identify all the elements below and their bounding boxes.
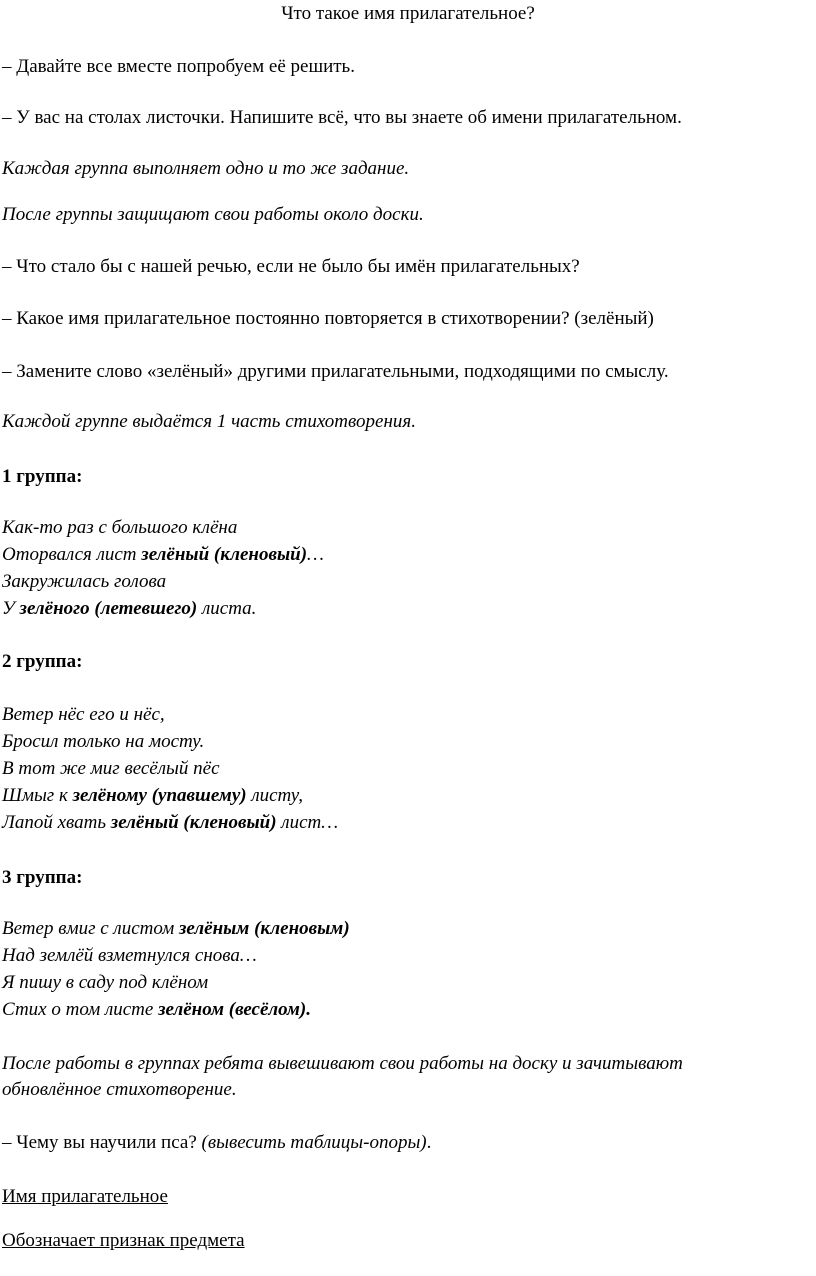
- poem-emphasis: зелёным (кленовым): [179, 918, 350, 939]
- poem-text: …: [307, 544, 324, 565]
- paragraph-text: – Чему вы научили пса?: [2, 1132, 202, 1153]
- poem-line: Над землёй взметнулся снова…: [2, 945, 257, 966]
- poem-line: [2, 811, 338, 835]
- poem-emphasis: зелёного (летевшего): [19, 598, 198, 619]
- poem-emphasis: зелёном (весёлом).: [158, 999, 311, 1020]
- underlined-line: Обозначает признак предмета: [2, 1230, 245, 1251]
- paragraph: – Что стало бы с нашей речью, если не было бы имён прилагательных?: [2, 256, 580, 277]
- poem-line: В тот же миг весёлый пёс: [2, 758, 220, 779]
- poem-text: Стих о том листе: [2, 999, 159, 1020]
- paragraph-italic: После работы в группах ребята вывешивают свои работы на доску и зачитывают: [2, 1053, 683, 1074]
- paragraph: – Давайте все вместе попробуем её решить.: [2, 56, 355, 77]
- paragraph: – Замените слово «зелёный» другими прилагательными, подходящими по смыслу.: [2, 361, 669, 382]
- poem-line: Я пишу в саду под клёном: [2, 972, 209, 993]
- paragraph: – Какое имя прилагательное постоянно повторяется в стихотворении? (зелёный): [2, 308, 654, 329]
- poem-text: Лапой хвать: [2, 812, 111, 833]
- document-title: Что такое имя прилагательное?: [281, 3, 535, 24]
- paragraph-text: .: [426, 1132, 432, 1153]
- paragraph-note: (вывесить таблицы-опоры): [201, 1132, 427, 1153]
- poem-text: Ветер вмиг с листом: [2, 918, 180, 939]
- paragraph: – У вас на столах листочки. Напишите всё, что вы знаете об имени прилагательном.: [2, 107, 682, 128]
- poem-line: [2, 917, 350, 941]
- poem-line: Бросил только на мосту.: [2, 731, 205, 752]
- poem-text: У: [2, 598, 20, 619]
- poem-text: Оторвался лист: [2, 544, 142, 565]
- group-heading: 1 группа:: [2, 466, 83, 487]
- paragraph: [2, 1131, 431, 1155]
- poem-line: Как-то раз с большого клёна: [2, 517, 238, 538]
- poem-emphasis: зелёный (кленовый): [141, 544, 308, 565]
- paragraph-italic: обновлённое стихотворение.: [2, 1079, 237, 1100]
- poem-line: [2, 998, 311, 1022]
- paragraph-italic: Каждая группа выполняет одно и то же задание.: [2, 158, 410, 179]
- poem-line: Ветер нёс его и нёс,: [2, 704, 165, 725]
- paragraph-italic: Каждой группе выдаётся 1 часть стихотворения.: [2, 411, 416, 432]
- paragraph-italic: После группы защищают свои работы около доски.: [2, 204, 424, 225]
- poem-line: [2, 597, 256, 621]
- underlined-line: Имя прилагательное: [2, 1186, 168, 1207]
- poem-line: Закружилась голова: [2, 571, 167, 592]
- poem-text: лист…: [276, 812, 339, 833]
- poem-emphasis: зелёному (упавшему): [72, 785, 247, 806]
- poem-line: [2, 784, 303, 808]
- poem-line: [2, 543, 324, 567]
- group-heading: 3 группа:: [2, 867, 83, 888]
- poem-text: Шмыг к: [2, 785, 73, 806]
- poem-text: листу,: [246, 785, 304, 806]
- poem-emphasis: зелёный (кленовый): [110, 812, 277, 833]
- poem-text: листа.: [197, 598, 257, 619]
- group-heading: 2 группа:: [2, 651, 83, 672]
